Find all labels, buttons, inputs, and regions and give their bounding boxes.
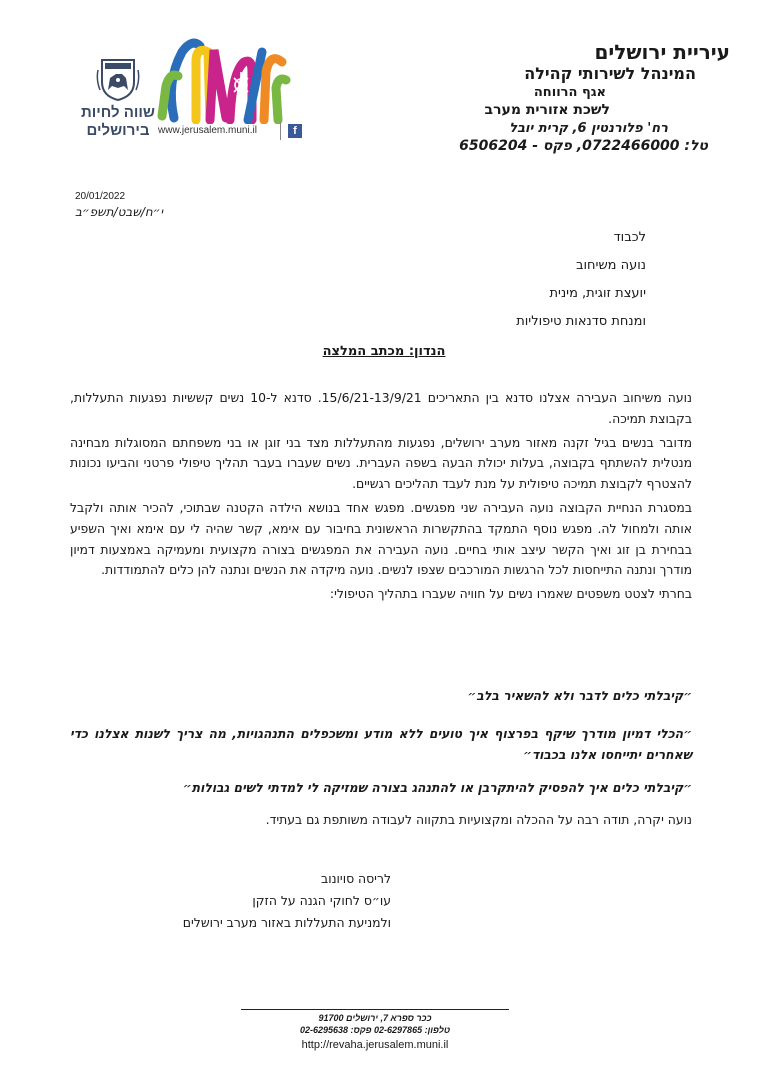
gregorian-date: 20/01/2022	[75, 191, 126, 202]
footer-url[interactable]: http://revaha.jerusalem.muni.il	[301, 1039, 449, 1051]
letterhead	[430, 40, 730, 156]
signer-title-2: ולמניעת התעללות באזור מערב ירושלים	[182, 915, 391, 930]
office-phone: טל: 0722466000, פקס - 6506204	[459, 138, 708, 154]
facebook-icon[interactable]: f	[288, 124, 302, 138]
recipient-block	[346, 228, 646, 340]
slogan-line-1: שווה לחיות	[80, 104, 156, 121]
org-name: עיריית ירושלים	[594, 40, 730, 64]
signer-name: לריסה סויונוב	[321, 871, 391, 886]
office-address: רח' פלורנטין 6, קרית יובל	[509, 121, 668, 136]
shield-lion-icon	[88, 56, 148, 102]
salutation: לכבוד	[613, 230, 646, 245]
recipient-role-1: יועצת זוגית, מינית	[549, 286, 646, 301]
admin-name: המינהל לשירותי קהילה	[524, 64, 696, 83]
slogan-line-2: בירושלים	[86, 122, 150, 139]
body-paragraph-4: בחרתי לצטט משפטים שאמרו נשים על חוויה שעברו בתהליך הטיפולי:	[329, 586, 692, 602]
signer-title-1: עו״ס לחוקי הגנה על הזקן	[252, 893, 391, 908]
closing-line: נועה יקרה, תודה רבה על ההכלה ומקצועיות בתקווה לעבודה משותפת גם בעתיד.	[265, 812, 692, 827]
letter-subject: הנדון: מכתב המלצה	[322, 344, 446, 359]
jerusalem-emblem-logo	[80, 56, 156, 140]
quote-2: ״הכלי דמיון מודרך שיקף בפרצוף איך טועים ללא מודע ומשכפלים התנהגויות, מה צריך לשנות אצלנו כדי שאחרים יתייחסו אלנו בכבוד״	[70, 726, 692, 762]
hebrew-date: י״ח/שבט/תשפ״ב	[75, 205, 164, 219]
jerusalem-skyline-logo	[152, 32, 292, 124]
body-paragraph-2: מדובר בנשים בגיל זקנה מאזור מערב ירושלים, נפגעות מהתעללות מצד בני זוגן או בני משפחתם המסוגלות מבחינה מנטלית להשתתף בקבוצה, בעלות יכולת הבעה בשפה העברית. נשים שעברו בעבר תהליך טיפולי פרטני והביעו נכונות להצטרף לקבוצת תמיכה טיפולית על מנת לעבד תהליכים רגשיים.	[70, 434, 692, 492]
footer-address: ככר ספרא 7, ירושלים 91700	[318, 1013, 432, 1023]
signature-block	[91, 868, 391, 934]
recipient-name: נועה משיחוב	[575, 258, 646, 273]
letter-body	[70, 388, 692, 608]
recipient-role-2: ומנחת סדנאות טיפוליות	[516, 314, 646, 329]
divider	[280, 122, 281, 140]
city-website-line	[158, 124, 308, 140]
body-paragraph-3: במסגרת הנחיית הקבוצה נועה העבירה שני מפגשים. מפגש אחד בנושא הילדה הקטנה שבתוכי, להכיר אותה ולקבל אותה ולמחול לה. מפגש נוסף התמקד בהתקשרות הראשונית בחיבור עם אימא, קשר שהיה לי עם אימא ואיך השפיע בבחירת בן זוג ואיך הקשר עיצב אותי בחיים. נועה העבירה את המפגשים בצורה מקצועית ומעמיקה באמצעות דמיון מודרך ונתנה התייחסות לכל הרגשות המורכבים שצפו לנשים. נועה מיקדה את הנשים ונתנה להן כלים להתמודדות.	[70, 499, 692, 578]
quote-3: ״קיבלתי כלים איך להפסיק להיתקרבן או להתנהג בצורה שמזיקה לי למדתי לשים גבולות״	[182, 780, 692, 795]
body-paragraph-1: נועה משיחוב העבירה אצלנו סדנא בין התאריכים 15/6/21-13/9/21. סדנא ל-10 נשים קששיות נפגעות התעללות, בקבוצת תמיכה.	[70, 390, 692, 426]
footer-divider	[241, 1009, 509, 1010]
footer-contact: טלפון: 02-6297865 פקס: 02-6295638	[299, 1025, 451, 1035]
department-name: אגף הרווחה	[533, 85, 606, 100]
quote-1: ״קיבלתי כלים לדבר ולא להשאיר בלב״	[467, 688, 692, 703]
office-name: לשכת אזורית מערב	[484, 102, 610, 118]
city-website[interactable]: www.jerusalem.muni.il	[158, 125, 257, 136]
